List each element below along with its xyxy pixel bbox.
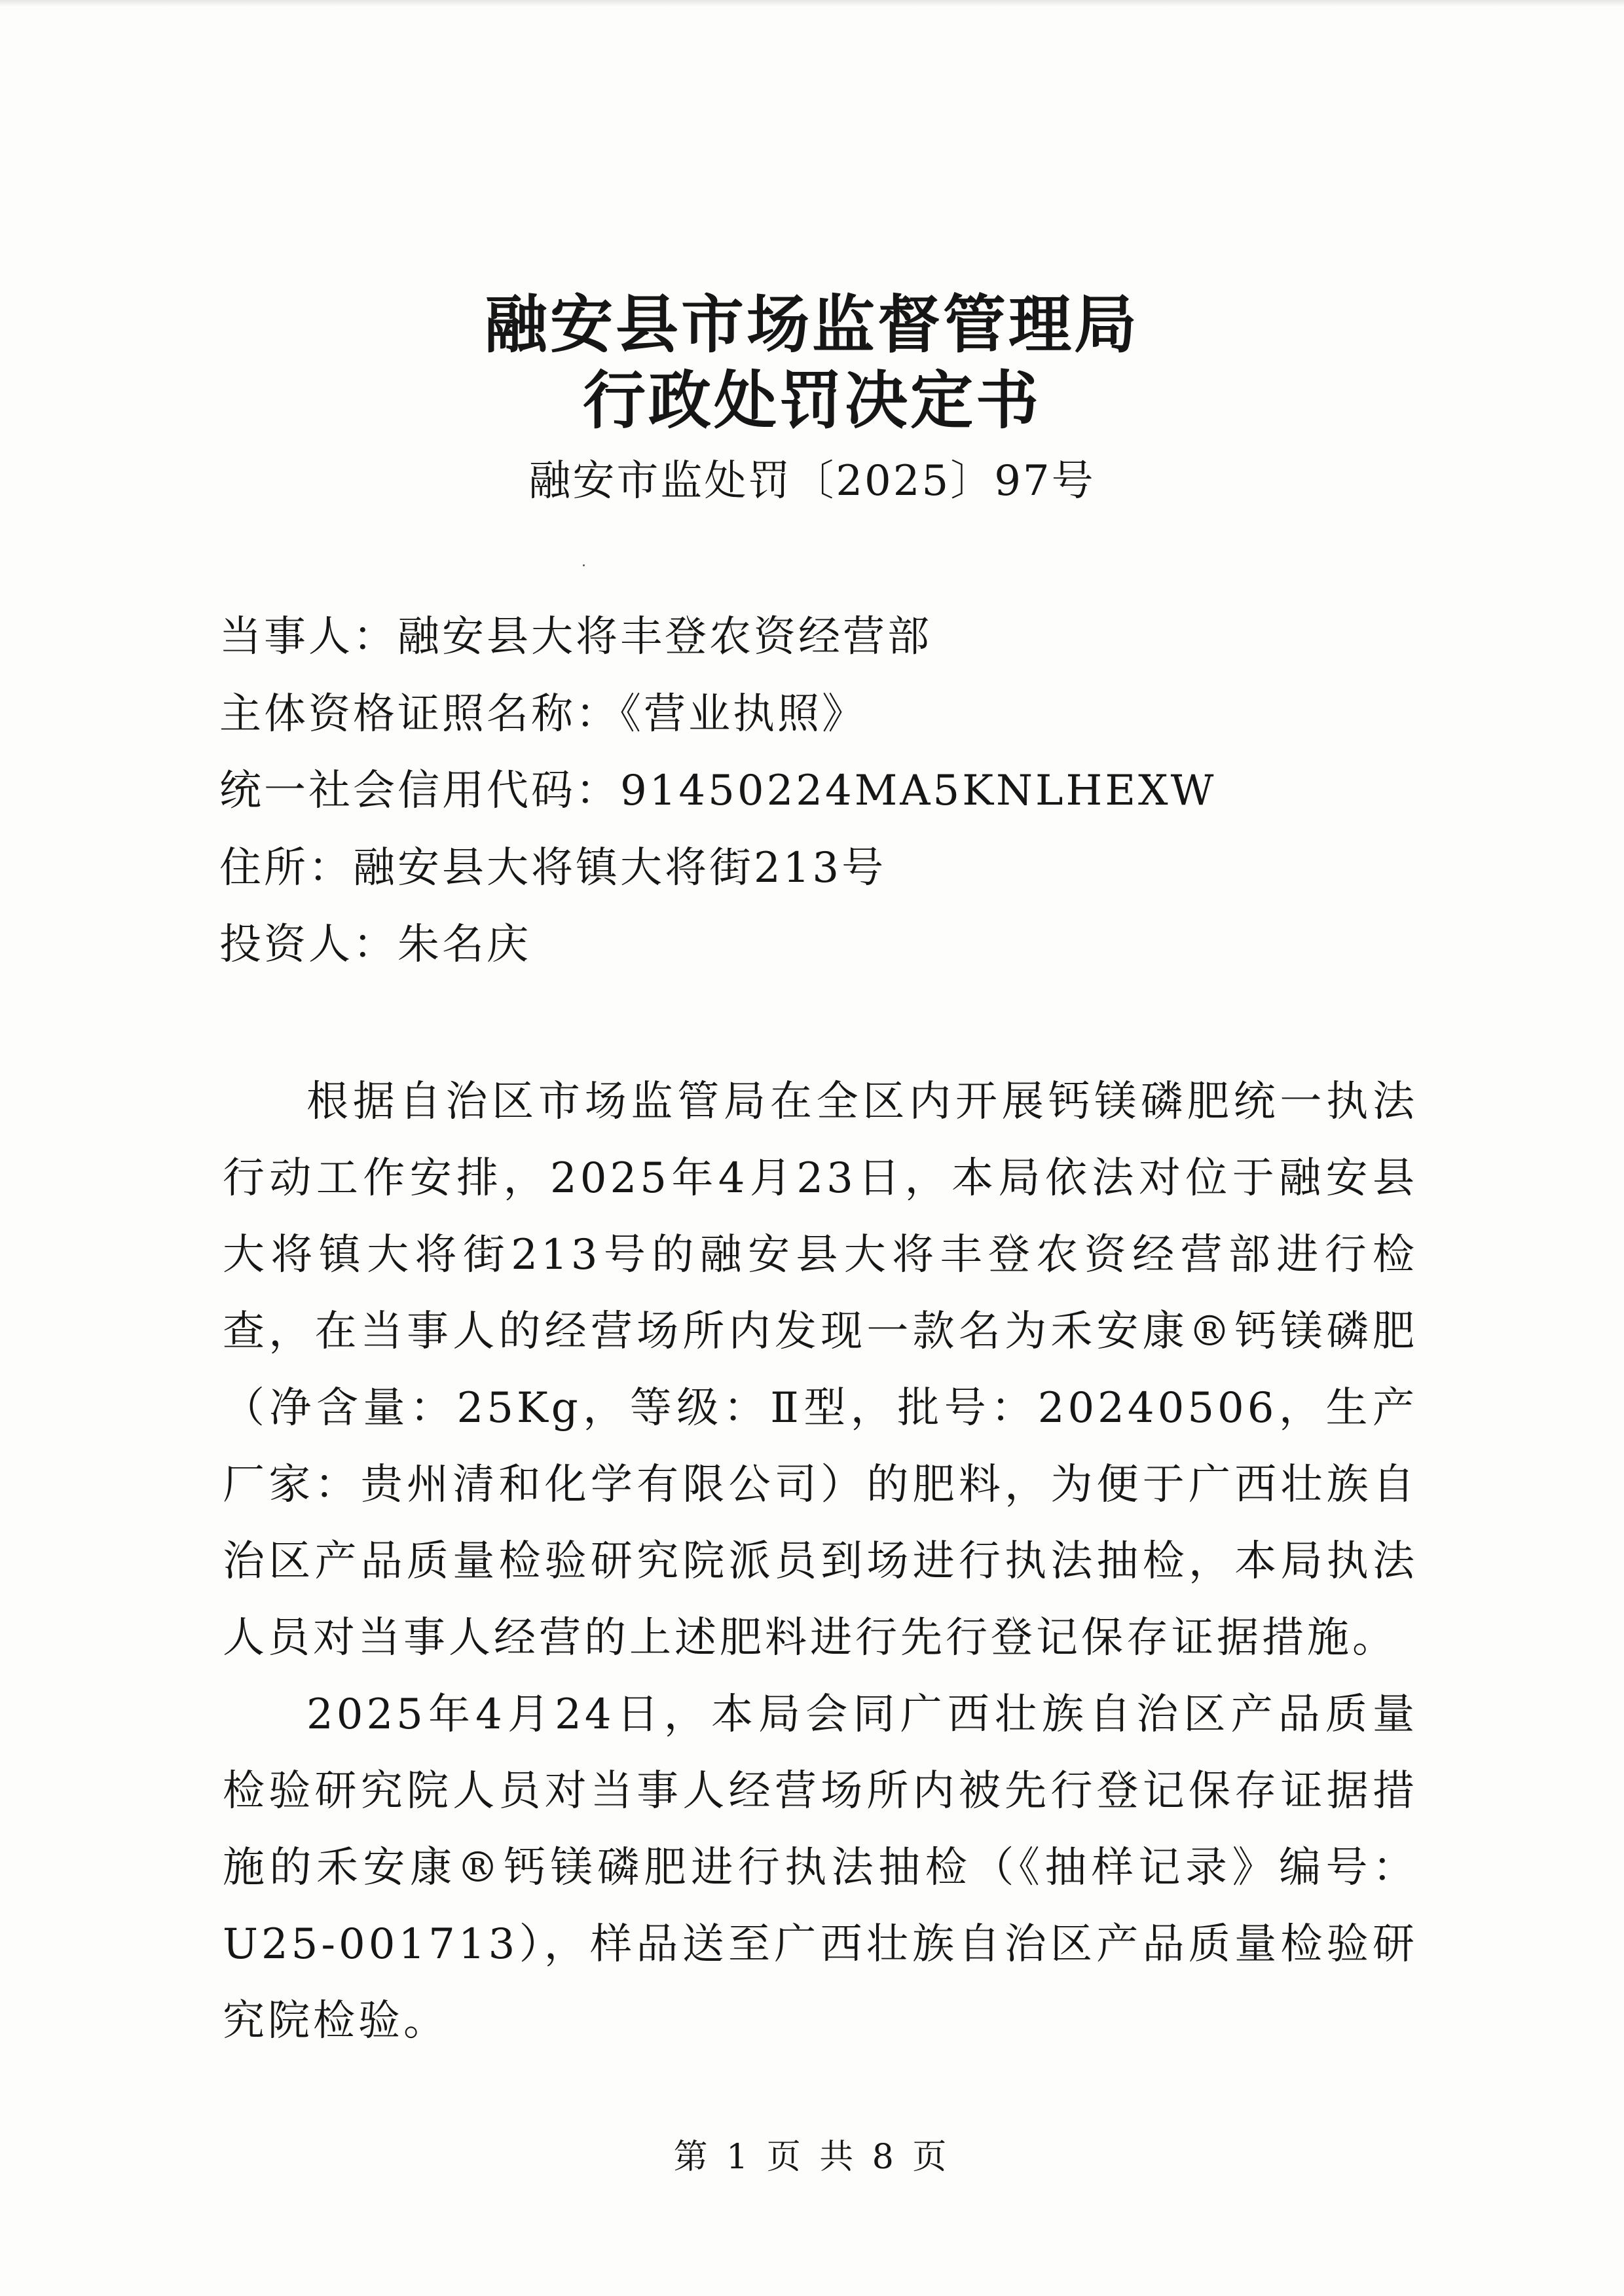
- investor: 投资人：朱名庆: [219, 920, 531, 969]
- license-name: 主体资格证照名称：《营业执照》: [219, 690, 866, 738]
- credit-code: 统一社会信用代码：91450224MA5KNLHEXW: [219, 767, 1217, 815]
- address: 住所：融安县大将镇大将街213号: [219, 844, 887, 892]
- issuing-authority-title: 融安县市场监督管理局: [485, 287, 1139, 361]
- party-name: 当事人：融安县大将丰登农资经营部: [219, 613, 932, 661]
- body-paragraph-1: 根据自治区市场监管局在全区内开展钙镁磷肥统一执法行动工作安排，2025年4月23日，本局依法对位于融安县大将镇大将街213号的融安县大将丰登农资经营部进行检查，在当事人的经营场所内发现一款名为禾安康®钙镁磷肥（净含量：25Kg，等级：Ⅱ型，批号：20240506，生产厂家：贵州清和化学有限公司）的肥料，为便于广西壮族自治区产品质量检验研究院派员到场进行执法抽检，本局执法人员对当事人经营的上述肥料进行先行登记保存证据措施。: [223, 1078, 1418, 1662]
- scan-dot: [583, 564, 585, 566]
- body-paragraph-2: 2025年4月24日，本局会同广西壮族自治区产品质量检验研究院人员对当事人经营场所内被先行登记保存证据措施的禾安康®钙镁磷肥进行执法抽检（《抽样记录》编号：U25-001713），样品送至广西壮族自治区产品质量检验研究院检验。: [223, 1690, 1418, 2045]
- page-indicator: 第 1 页 共 8 页: [673, 2138, 951, 2177]
- scan-edge-shadow: [0, 0, 1624, 7]
- document-number: 融安市监处罚〔2025〕97号: [528, 457, 1096, 505]
- document-type-title: 行政处罚决定书: [583, 363, 1041, 437]
